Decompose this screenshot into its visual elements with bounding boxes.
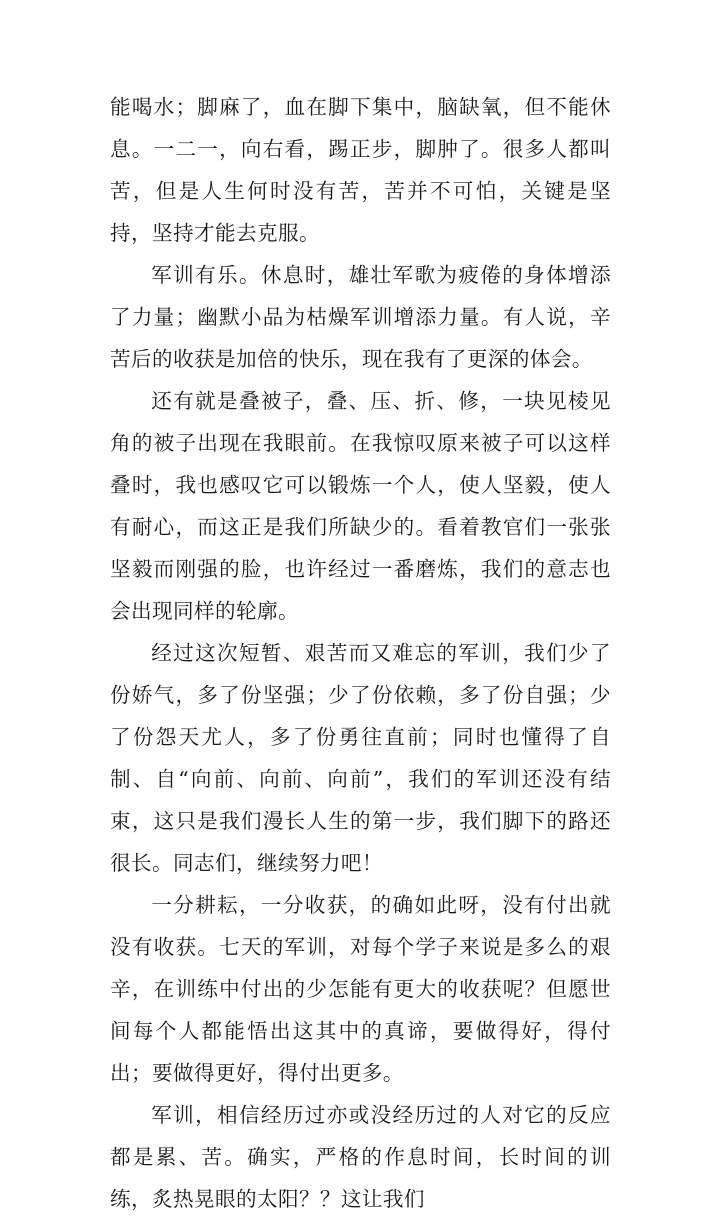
paragraph-5: 一分耕耘，一分收获，的确如此呀，没有付出就没有收获。七天的军训，对每个学子来说是多么的艰辛，在训练中付出的少怎能有更大的收获呢？但愿世间每个人都能悟出这其中的真谛，要做得好，得付出；要做得更好，得付出更多。 bbox=[110, 893, 611, 1085]
document-page bbox=[110, 86, 611, 1220]
paragraph-6: 军训，相信经历过亦或没经历过的人对它的反应都是累、苦。确实，严格的作息时间，长时间的训练，炙热晃眼的太阳？？这让我们 bbox=[110, 1103, 611, 1211]
paragraph-4: 经过这次短暂、艰苦而又难忘的军训，我们少了份娇气，多了份坚强；少了份依赖，多了份自强；少了份怨天尤人，多了份勇往直前；同时也懂得了自制、自“向前、向前、向前”，我们的军训还没有结束，这只是我们漫长人生的第一步，我们脚下的路还很长。同志们，继续努力吧！ bbox=[110, 641, 611, 875]
paragraph-2: 军训有乐。休息时，雄壮军歌为疲倦的身体增添了力量；幽默小品为枯燥军训增添力量。有人说，辛苦后的收获是加倍的快乐，现在我有了更深的体会。 bbox=[110, 263, 611, 371]
paragraph-1: 能喝水；脚麻了，血在脚下集中，脑缺氧，但不能休息。一二一，向右看，踢正步，脚肿了。很多人都叫苦，但是人生何时没有苦，苦并不可怕，关键是坚持，坚持才能去克服。 bbox=[110, 95, 611, 245]
paragraph-3: 还有就是叠被子，叠、压、折、修，一块见棱见角的被子出现在我眼前。在我惊叹原来被子可以这样叠时，我也感叹它可以锻炼一个人，使人坚毅，使人有耐心，而这正是我们所缺少的。看着教官们一张张坚毅而刚强的脸，也许经过一番磨炼，我们的意志也会出现同样的轮廓。 bbox=[110, 389, 611, 623]
